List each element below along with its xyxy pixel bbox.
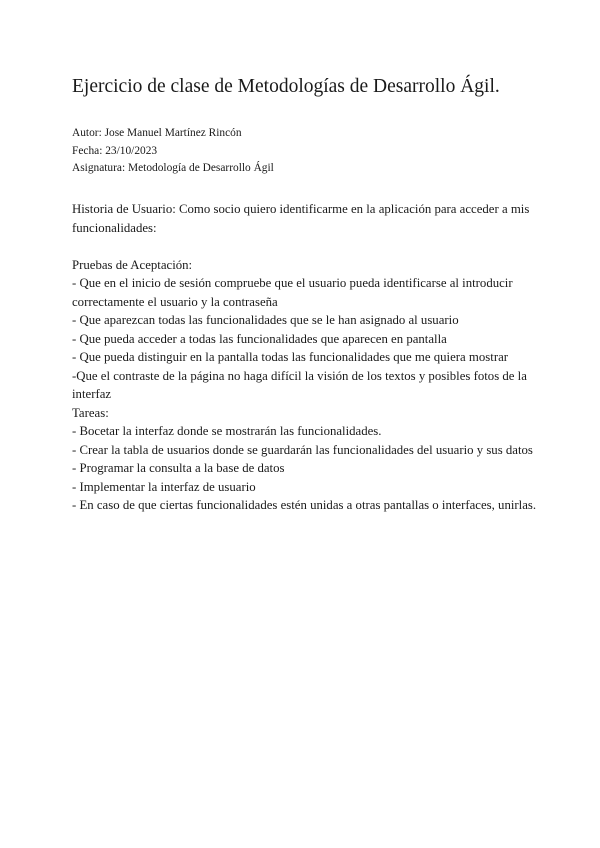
acceptance-item: - Que aparezcan todas las funcionalidades que se le han asignado al usuario <box>72 313 459 327</box>
task-item: - Crear la tabla de usuarios donde se guardarán las funcionalidades del usuario y sus datos <box>72 442 533 457</box>
paragraph-gap <box>72 237 542 256</box>
acceptance-item: -Que el contraste de la página no haga difícil la visión de los textos y posibles fotos de la interfaz <box>72 368 527 401</box>
author-line: Autor: Jose Manuel Martínez Rincón <box>72 127 242 139</box>
document-meta <box>72 125 274 178</box>
date-line: Fecha: 23/10/2023 <box>72 144 158 157</box>
acceptance-list <box>72 274 542 404</box>
document-title: Ejercicio de clase de Metodologías de Desarrollo Ágil. <box>72 76 500 97</box>
acceptance-item: - Que pueda acceder a todas las funcionalidades que aparecen en pantalla <box>72 331 447 346</box>
task-item: - Programar la consulta a la base de datos <box>72 461 285 475</box>
document-body <box>72 200 542 515</box>
acceptance-heading: Pruebas de Aceptación: <box>72 257 193 272</box>
tasks-list <box>72 422 542 515</box>
acceptance-item: - Que pueda distinguir en la pantalla todas las funcionalidades que me quiera mostrar <box>72 350 509 364</box>
task-item: - En caso de que ciertas funcionalidades estén unidas a otras pantallas o interfaces, unirlas. <box>72 498 537 512</box>
task-item: - Implementar la interfaz de usuario <box>72 479 256 494</box>
user-story: Historia de Usuario: Como socio quiero identificarme en la aplicación para acceder a mis funcionalidades: <box>72 202 530 235</box>
task-item: - Bocetar la interfaz donde se mostrarán las funcionalidades. <box>72 424 382 438</box>
acceptance-item: - Que en el inicio de sesión compruebe que el usuario pueda identificarse al introducir correctamente el usuario y la contraseña <box>72 276 513 309</box>
subject-line: Asignatura: Metodología de Desarrollo Ágil <box>72 162 274 174</box>
tasks-heading: Tareas: <box>72 405 109 420</box>
